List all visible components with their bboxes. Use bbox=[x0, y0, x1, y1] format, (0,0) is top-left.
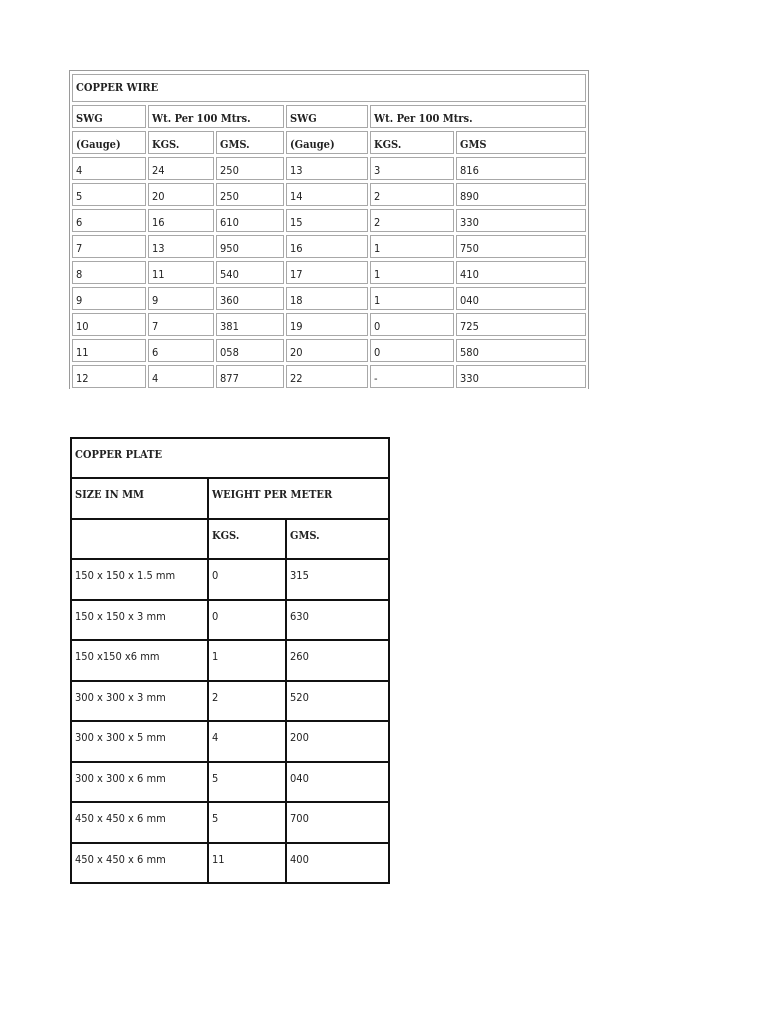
table-row bbox=[71, 559, 389, 599]
table-row bbox=[70, 233, 588, 259]
table-cell: 450 x 450 x 6 mm bbox=[71, 843, 208, 883]
table-cell: 2 bbox=[370, 209, 454, 232]
copper-wire-body bbox=[70, 155, 588, 389]
table-cell: 2 bbox=[208, 681, 286, 721]
table-cell: 0 bbox=[370, 339, 454, 362]
header-cell: KGS. bbox=[208, 519, 286, 559]
table-row bbox=[71, 600, 389, 640]
table-cell: 260 bbox=[286, 640, 389, 680]
table-cell: 520 bbox=[286, 681, 389, 721]
table-cell: 150 x150 x6 mm bbox=[71, 640, 208, 680]
table-cell: 13 bbox=[286, 157, 368, 180]
table-cell: 950 bbox=[216, 235, 284, 258]
header-cell: SWG bbox=[72, 105, 146, 128]
table-cell: 8 bbox=[72, 261, 146, 284]
table-row bbox=[70, 363, 588, 389]
table-cell: 360 bbox=[216, 287, 284, 310]
table-cell: 22 bbox=[286, 365, 368, 388]
table-cell: 1 bbox=[370, 261, 454, 284]
header-row bbox=[71, 478, 389, 518]
table-cell: 250 bbox=[216, 183, 284, 206]
table-cell: 750 bbox=[456, 235, 586, 258]
table-cell: 0 bbox=[208, 559, 286, 599]
table-cell: 18 bbox=[286, 287, 368, 310]
table-cell: 4 bbox=[208, 721, 286, 761]
table-cell: 10 bbox=[72, 313, 146, 336]
table-cell: 330 bbox=[456, 209, 586, 232]
table-cell: 725 bbox=[456, 313, 586, 336]
table-cell: 20 bbox=[148, 183, 214, 206]
table-cell: 2 bbox=[370, 183, 454, 206]
table-cell: 4 bbox=[72, 157, 146, 180]
table-cell: 040 bbox=[456, 287, 586, 310]
table-cell: 300 x 300 x 3 mm bbox=[71, 681, 208, 721]
subheader-row bbox=[71, 519, 389, 559]
table-cell: 15 bbox=[286, 209, 368, 232]
header-cell: Wt. Per 100 Mtrs. bbox=[148, 105, 284, 128]
header-cell: SIZE IN MM bbox=[71, 478, 208, 518]
table-cell: 16 bbox=[286, 235, 368, 258]
header-cell: (Gauge) bbox=[286, 131, 368, 154]
header-cell: (Gauge) bbox=[72, 131, 146, 154]
table-cell: 630 bbox=[286, 600, 389, 640]
table-cell: 0 bbox=[370, 313, 454, 336]
table-cell: 250 bbox=[216, 157, 284, 180]
table-cell: 20 bbox=[286, 339, 368, 362]
table-title-row bbox=[71, 438, 389, 478]
table-cell: 1 bbox=[370, 235, 454, 258]
table-cell: 1 bbox=[370, 287, 454, 310]
table-cell: 6 bbox=[72, 209, 146, 232]
header-cell: GMS bbox=[456, 131, 586, 154]
table-cell: 315 bbox=[286, 559, 389, 599]
table-cell: 300 x 300 x 5 mm bbox=[71, 721, 208, 761]
table-cell: 13 bbox=[148, 235, 214, 258]
header-cell: SWG bbox=[286, 105, 368, 128]
table-cell: 5 bbox=[208, 762, 286, 802]
table-cell: 11 bbox=[208, 843, 286, 883]
table-cell: 450 x 450 x 6 mm bbox=[71, 802, 208, 842]
table-row bbox=[71, 802, 389, 842]
header-row bbox=[70, 103, 588, 129]
table-cell: 0 bbox=[208, 600, 286, 640]
table-row bbox=[71, 640, 389, 680]
table-cell: - bbox=[370, 365, 454, 388]
table-row bbox=[70, 181, 588, 207]
table-cell: 410 bbox=[456, 261, 586, 284]
table-cell: 7 bbox=[72, 235, 146, 258]
table-row bbox=[71, 721, 389, 761]
table-cell: 700 bbox=[286, 802, 389, 842]
table-cell: 540 bbox=[216, 261, 284, 284]
table-cell: 19 bbox=[286, 313, 368, 336]
copper-plate-body bbox=[71, 438, 389, 883]
table-row bbox=[70, 207, 588, 233]
table-cell: 16 bbox=[148, 209, 214, 232]
table-row bbox=[71, 843, 389, 883]
table-row bbox=[71, 681, 389, 721]
table-cell: 9 bbox=[148, 287, 214, 310]
table-cell: 150 x 150 x 3 mm bbox=[71, 600, 208, 640]
copper-wire-table bbox=[69, 70, 589, 389]
header-cell: WEIGHT PER METER bbox=[208, 478, 389, 518]
table-cell: 058 bbox=[216, 339, 284, 362]
copper-plate-title: COPPER PLATE bbox=[71, 438, 389, 478]
table-row bbox=[70, 285, 588, 311]
table-cell: 400 bbox=[286, 843, 389, 883]
header-cell: Wt. Per 100 Mtrs. bbox=[370, 105, 586, 128]
table-row bbox=[70, 311, 588, 337]
table-row bbox=[71, 762, 389, 802]
table-cell: 5 bbox=[208, 802, 286, 842]
copper-plate-table bbox=[70, 437, 390, 884]
table-cell: 300 x 300 x 6 mm bbox=[71, 762, 208, 802]
header-cell: GMS. bbox=[286, 519, 389, 559]
table-cell: 816 bbox=[456, 157, 586, 180]
table-cell: 330 bbox=[456, 365, 586, 388]
table-row bbox=[70, 155, 588, 181]
table-cell: 11 bbox=[148, 261, 214, 284]
table-cell: 4 bbox=[148, 365, 214, 388]
table-cell: 150 x 150 x 1.5 mm bbox=[71, 559, 208, 599]
subheader-row bbox=[70, 129, 588, 155]
header-cell: KGS. bbox=[370, 131, 454, 154]
table-cell: 24 bbox=[148, 157, 214, 180]
table-cell: 5 bbox=[72, 183, 146, 206]
table-cell: 877 bbox=[216, 365, 284, 388]
table-cell: 6 bbox=[148, 339, 214, 362]
table-cell: 14 bbox=[286, 183, 368, 206]
table-cell: 3 bbox=[370, 157, 454, 180]
table-cell: 890 bbox=[456, 183, 586, 206]
copper-wire-title: COPPER WIRE bbox=[72, 74, 586, 102]
table-cell: 17 bbox=[286, 261, 368, 284]
table-cell: 11 bbox=[72, 339, 146, 362]
table-title-row bbox=[70, 71, 588, 103]
table-row bbox=[70, 337, 588, 363]
table-cell: 580 bbox=[456, 339, 586, 362]
table-cell: 9 bbox=[72, 287, 146, 310]
table-cell: 040 bbox=[286, 762, 389, 802]
table-cell: 7 bbox=[148, 313, 214, 336]
header-cell: KGS. bbox=[148, 131, 214, 154]
table-cell: 12 bbox=[72, 365, 146, 388]
table-cell: 200 bbox=[286, 721, 389, 761]
header-cell bbox=[71, 519, 208, 559]
header-cell: GMS. bbox=[216, 131, 284, 154]
table-cell: 1 bbox=[208, 640, 286, 680]
table-cell: 610 bbox=[216, 209, 284, 232]
table-cell: 381 bbox=[216, 313, 284, 336]
table-row bbox=[70, 259, 588, 285]
